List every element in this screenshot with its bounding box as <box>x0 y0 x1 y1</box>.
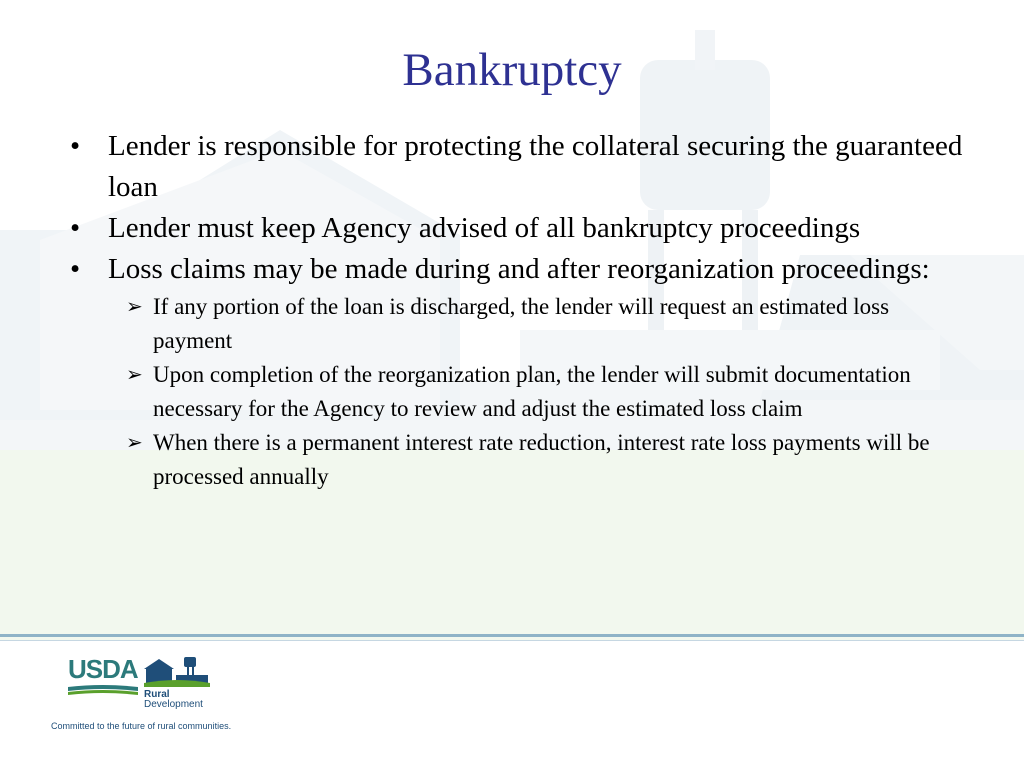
sub-bullet-text: Upon completion of the reorganization plan, the lender will submit documentation necessary for the Agency to review and adjust the estimated loss claim <box>153 362 911 421</box>
bullet-dot-icon: • <box>70 253 81 285</box>
slide-content <box>62 126 972 494</box>
sub-bullet-text: When there is a permanent interest rate reduction, interest rate loss payments will be processed annually <box>153 430 930 489</box>
sub-bullet-item <box>62 358 972 426</box>
arrow-bullet-icon: ➢ <box>126 432 143 454</box>
bullet-dot-icon: • <box>70 212 81 244</box>
logo-usda-swoosh-icon <box>68 683 138 697</box>
logo-development-text: Development <box>144 699 203 710</box>
footer-divider <box>0 634 1024 637</box>
logo-usda-text: USDA <box>68 654 138 684</box>
bullet-text: Loss claims may be made during and after reorganization proceedings: <box>108 253 930 285</box>
sub-bullet-item <box>62 290 972 358</box>
slide-title: Bankruptcy <box>402 44 622 96</box>
arrow-bullet-icon: ➢ <box>126 296 143 318</box>
bullet-text: Lender is responsible for protecting the collateral securing the guaranteed loan <box>108 130 963 203</box>
usda-rural-development-logo <box>68 655 218 715</box>
sub-bullet-item <box>62 426 972 494</box>
sub-bullet-text: If any portion of the loan is discharged, the lender will request an estimated loss payment <box>153 294 890 353</box>
bullet-dot-icon: • <box>70 130 81 162</box>
logo-rural-scene-icon <box>144 655 210 687</box>
bullet-item <box>62 249 972 290</box>
footer-tagline: Committed to the future of rural communities. <box>51 721 232 731</box>
logo-rural-text: Rural <box>144 689 170 700</box>
bullet-item <box>62 208 972 249</box>
footer-divider-thin <box>0 640 1024 641</box>
bullet-text: Lender must keep Agency advised of all bankruptcy proceedings <box>108 212 861 244</box>
bullet-item <box>62 126 972 208</box>
arrow-bullet-icon: ➢ <box>126 364 143 386</box>
